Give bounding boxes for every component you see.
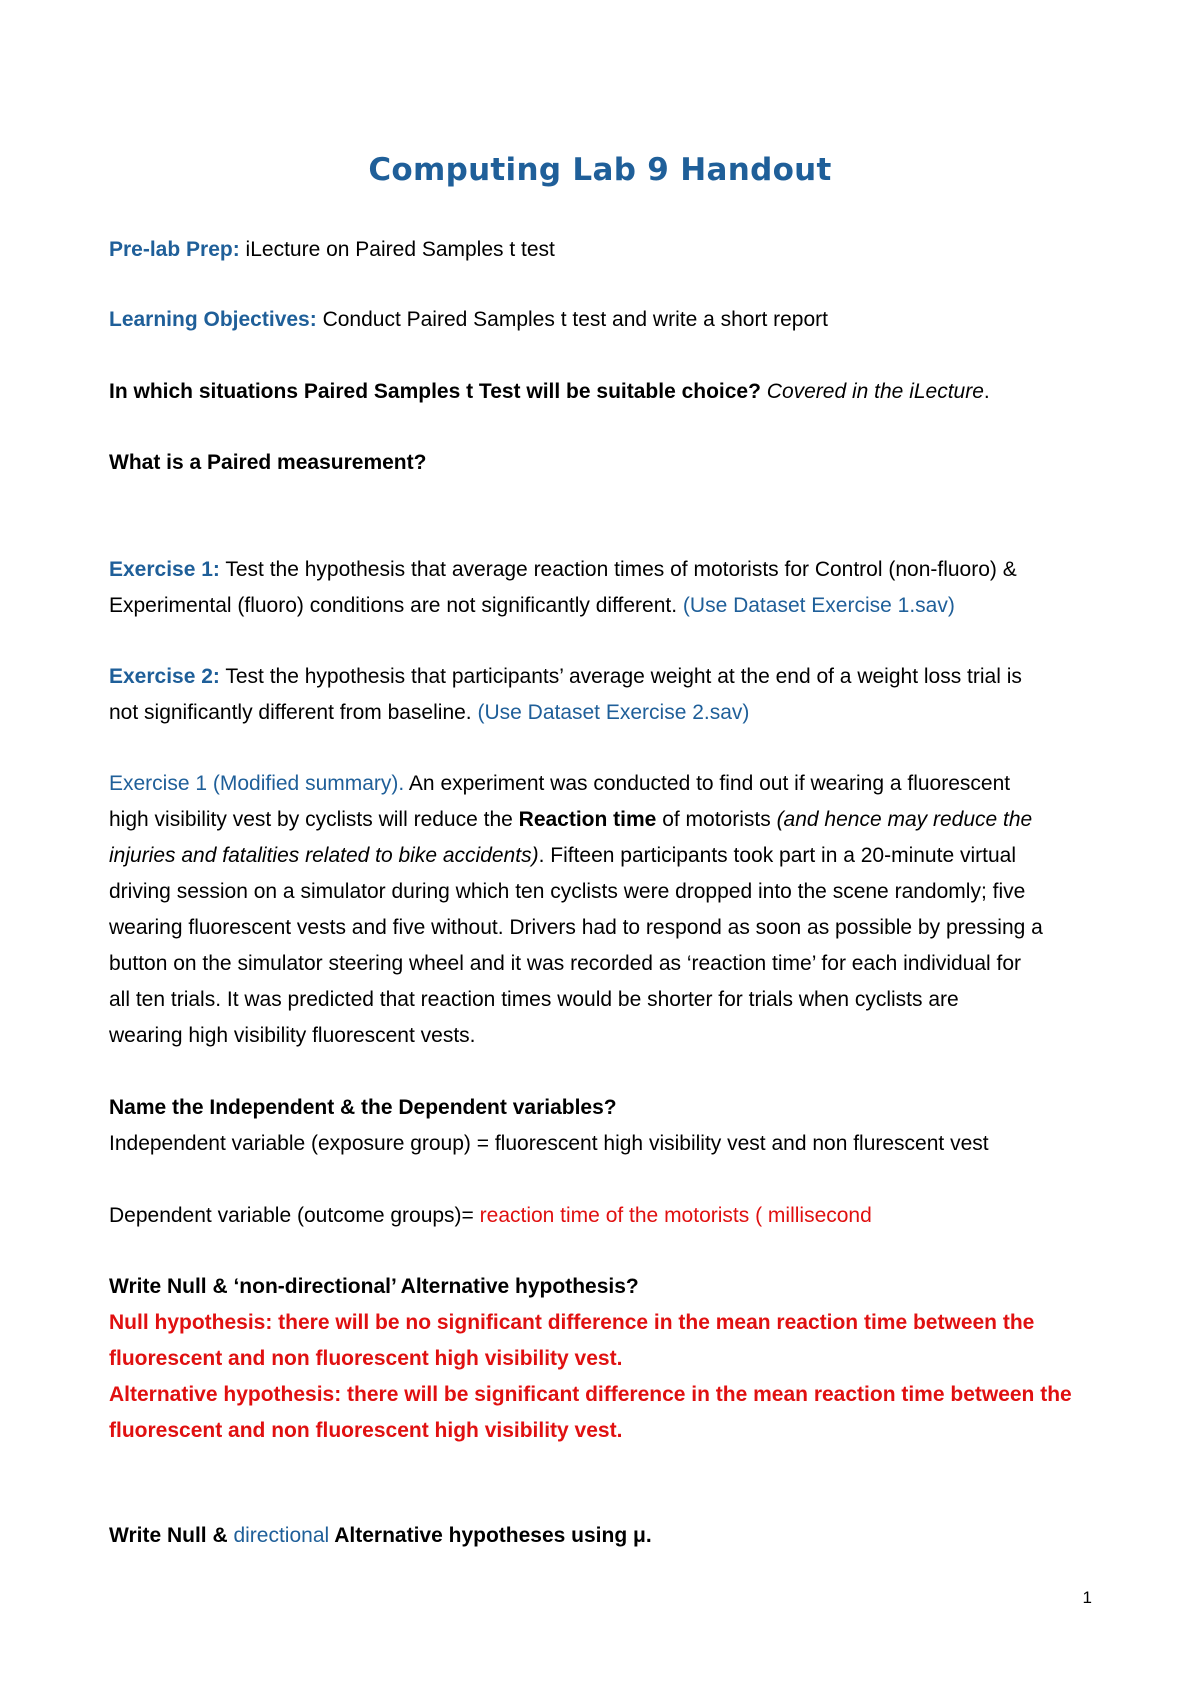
- exercise1-text2: Experimental (fluoro) conditions are not significantly different.: [109, 594, 678, 617]
- paired-question: What is a Paired measurement?: [109, 451, 427, 474]
- exercise2-label: Exercise 2:: [109, 665, 220, 688]
- independent-variable: Independent variable (exposure group) = fluorescent high visibility vest and non flurescent vest: [109, 1132, 989, 1155]
- exercise2-text2: not significantly different from baseline.: [109, 701, 472, 724]
- summary-text3a: injuries and fatalities related to bike accidents): [109, 844, 539, 867]
- exercise1-text1: Test the hypothesis that average reaction times of motorists for Control (non-fluoro) &: [219, 558, 1017, 581]
- directional-text-a: Write Null &: [109, 1524, 234, 1547]
- exercise1-label: Exercise 1:: [109, 558, 220, 581]
- exercise1-dataset: (Use Dataset Exercise 1.sav): [677, 594, 955, 617]
- dependent-variable-line: [109, 1198, 1109, 1234]
- exercise1-line2: [109, 588, 1109, 624]
- exercise2-line2: [109, 695, 1109, 731]
- summary-line2: [109, 802, 1109, 838]
- prelab-line: [109, 232, 1109, 268]
- exercise2-line1: [109, 659, 1109, 695]
- summary-line8: wearing high visibility fluorescent vests.: [109, 1024, 476, 1047]
- prelab-text: iLecture on Paired Samples t test: [239, 238, 555, 261]
- summary-line4: driving session on a simulator during which ten cyclists were dropped into the scene randomly; five: [109, 880, 1026, 903]
- directional-question: [109, 1518, 1109, 1554]
- variables-question: Name the Independent & the Dependent variables?: [109, 1096, 617, 1119]
- hypothesis-question: Write Null & ‘non-directional’ Alternative hypothesis?: [109, 1275, 639, 1298]
- objectives-label: Learning Objectives:: [109, 308, 317, 331]
- exercise2-text1: Test the hypothesis that participants’ average weight at the end of a weight loss trial is: [219, 665, 1022, 688]
- summary-text2a: high visibility vest by cyclists will reduce the: [109, 808, 519, 831]
- prelab-label: Pre-lab Prep:: [109, 238, 240, 261]
- summary-text1: An experiment was conducted to find out if wearing a fluorescent: [404, 772, 1011, 795]
- situations-answer: Covered in the iLecture: [760, 380, 984, 403]
- summary-line3: [109, 838, 1109, 874]
- dependent-answer: reaction time of the motorists ( millisecond: [479, 1204, 872, 1227]
- dependent-label: Dependent variable (outcome groups)=: [109, 1204, 480, 1227]
- alt-hypothesis-line1: Alternative hypothesis: there will be significant difference in the mean reaction time between the: [109, 1383, 1072, 1406]
- objectives-line: [109, 302, 1109, 338]
- exercise1-line1: [109, 552, 1109, 588]
- summary-line7: all ten trials. It was predicted that reaction times would be shorter for trials when cyclists are: [109, 988, 959, 1011]
- null-hypothesis-line1: Null hypothesis: there will be no significant difference in the mean reaction time between the: [109, 1311, 1035, 1334]
- summary-reaction-time: Reaction time: [518, 808, 657, 831]
- summary-line6: button on the simulator steering wheel and it was recorded as ‘reaction time’ for each individual for: [109, 952, 1022, 975]
- summary-text2c: of motorists: [656, 808, 777, 831]
- situations-end: .: [983, 380, 990, 403]
- alt-hypothesis-line2: fluorescent and non fluorescent high visibility vest.: [109, 1419, 623, 1442]
- summary-line1: [109, 766, 1109, 802]
- situations-question: In which situations Paired Samples t Test will be suitable choice?: [109, 380, 761, 403]
- summary-label: Exercise 1 (Modified summary).: [109, 772, 405, 795]
- summary-text3b: . Fifteen participants took part in a 20-minute virtual: [538, 844, 1016, 867]
- document-title: Computing Lab 9 Handout: [368, 152, 832, 188]
- directional-word: directional: [233, 1524, 330, 1547]
- summary-line5: wearing fluorescent vests and five without. Drivers had to respond as soon as possible by pressing a: [109, 916, 1043, 939]
- null-hypothesis-line2: fluorescent and non fluorescent high visibility vest.: [109, 1347, 623, 1370]
- page-number: 1: [1082, 1588, 1092, 1607]
- summary-text2d: (and hence may reduce the: [776, 808, 1033, 831]
- objectives-text: Conduct Paired Samples t test and write a short report: [316, 308, 828, 331]
- directional-text-c: Alternative hypotheses using μ.: [329, 1524, 652, 1547]
- situations-line: [109, 374, 1109, 410]
- exercise2-dataset: (Use Dataset Exercise 2.sav): [471, 701, 750, 724]
